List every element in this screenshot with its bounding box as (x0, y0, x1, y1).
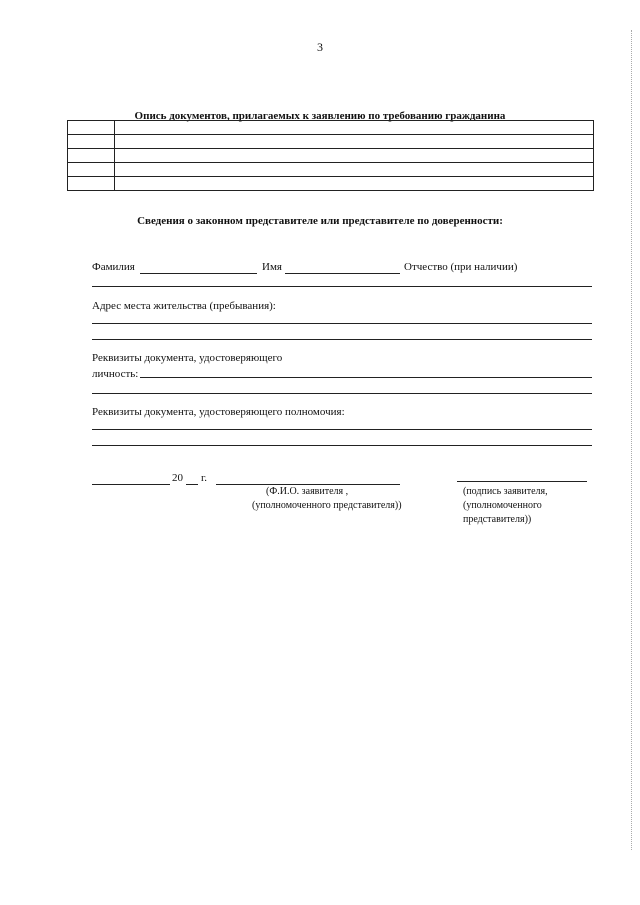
inventory-number-cell[interactable] (68, 149, 115, 163)
patronymic-label: Отчество (при наличии) (404, 261, 518, 273)
address-label: Адрес места жительства (пребывания): (92, 300, 276, 312)
id-document-field-1[interactable] (140, 377, 592, 378)
representative-title: Сведения о законном представителе или представителе по доверенности: (137, 215, 503, 227)
inventory-row (68, 149, 594, 163)
year-prefix: 20 (172, 472, 183, 484)
inventory-row (68, 177, 594, 191)
inventory-title: Опись документов, прилагаемых к заявлению по требованию гражданина (134, 110, 506, 122)
inventory-number-cell[interactable] (68, 177, 115, 191)
inventory-row (68, 163, 594, 177)
inventory-number-cell[interactable] (68, 121, 115, 135)
year-suffix: г. (201, 472, 208, 484)
name-label: Имя (262, 261, 282, 273)
address-field-1[interactable] (92, 323, 592, 324)
address-field-2[interactable] (92, 339, 592, 340)
inventory-number-cell[interactable] (68, 163, 115, 177)
signature-caption-2: (уполномоченного (463, 500, 542, 511)
id-document-field-2[interactable] (92, 393, 592, 394)
fio-caption-2: (уполномоченного представителя)) (252, 500, 402, 511)
signature-field[interactable] (457, 481, 587, 482)
date-field[interactable] (92, 484, 170, 485)
authority-document-label: Реквизиты документа, удостоверяющего полномочия: (92, 406, 345, 418)
signature-caption-3: представителя)) (463, 514, 532, 525)
surname-label: Фамилия (92, 261, 135, 273)
scan-edge-divider (630, 30, 632, 850)
inventory-row (68, 121, 594, 135)
id-document-label-2: личность: (92, 368, 139, 380)
id-document-label-1: Реквизиты документа, удостоверяющего (92, 352, 283, 364)
inventory-row (68, 135, 594, 149)
inventory-document-cell[interactable] (115, 135, 594, 149)
inventory-table (67, 120, 594, 191)
authority-document-field-2[interactable] (92, 445, 592, 446)
inventory-document-cell[interactable] (115, 121, 594, 135)
name-continuation-line[interactable] (92, 286, 592, 287)
fio-field[interactable] (216, 484, 400, 485)
inventory-number-cell[interactable] (68, 135, 115, 149)
authority-document-field-1[interactable] (92, 429, 592, 430)
page-number: 3 (317, 40, 323, 54)
signature-caption-1: (подпись заявителя, (463, 486, 548, 497)
fio-caption-1: (Ф.И.О. заявителя , (266, 486, 349, 497)
surname-field[interactable] (140, 273, 257, 274)
inventory-document-cell[interactable] (115, 149, 594, 163)
inventory-document-cell[interactable] (115, 177, 594, 191)
year-field[interactable] (186, 484, 198, 485)
inventory-document-cell[interactable] (115, 163, 594, 177)
name-field[interactable] (285, 273, 400, 274)
